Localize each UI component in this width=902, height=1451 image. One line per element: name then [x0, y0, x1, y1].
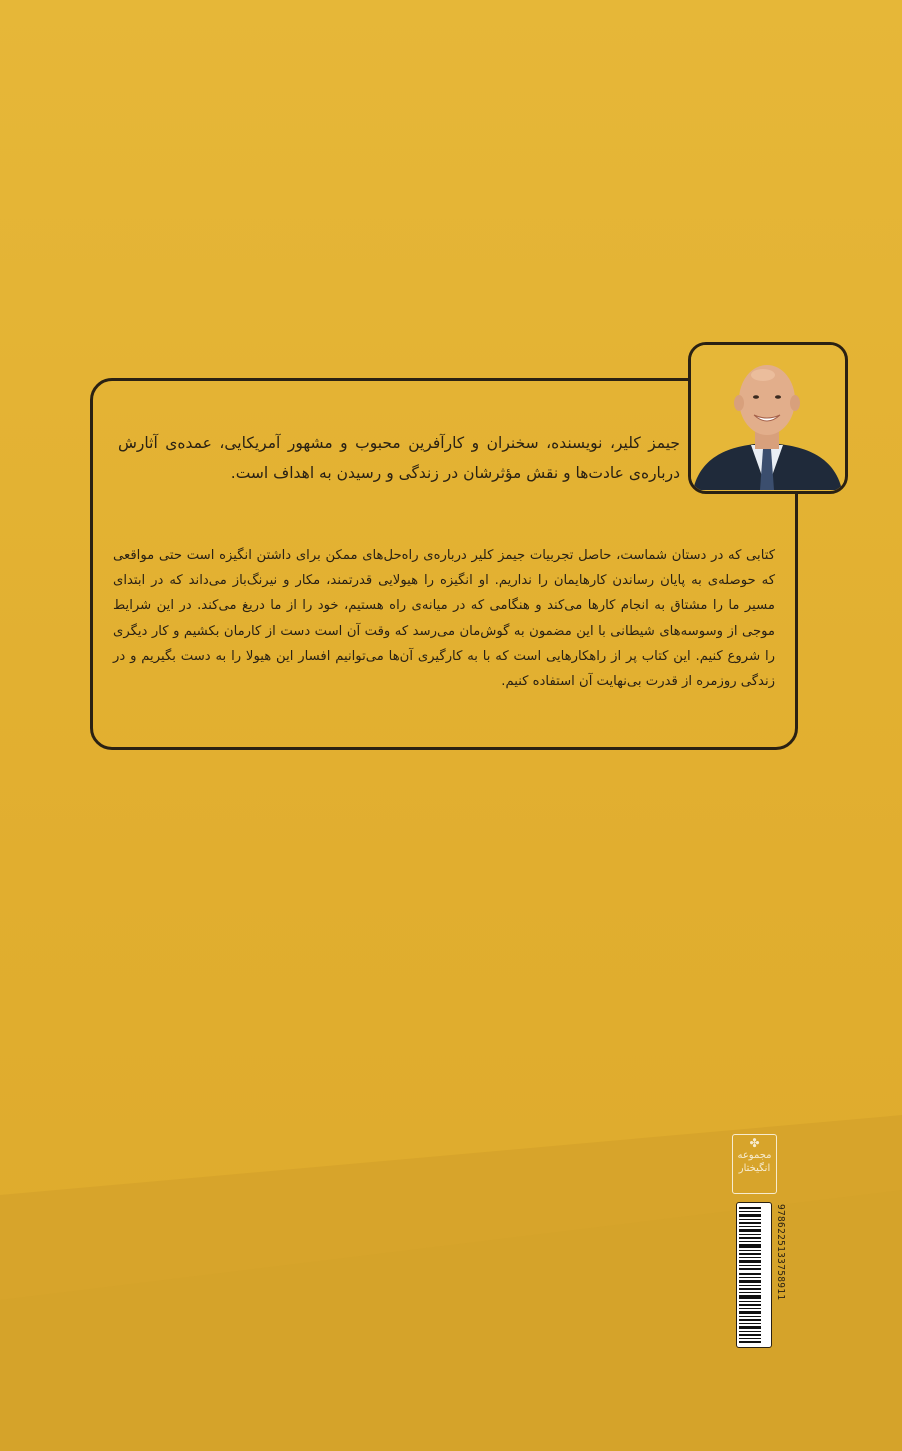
series-line-1: مجموعه — [737, 1150, 772, 1161]
series-logo-mark-icon: ✤ — [749, 1136, 760, 1150]
barcode-bars-icon — [739, 1207, 761, 1343]
series-logo — [732, 1134, 777, 1194]
isbn-number — [775, 1204, 787, 1346]
author-photo — [688, 342, 848, 494]
isbn-digits: 9786225133758911 — [775, 1204, 786, 1301]
author-bio: جیمز کلیر، نویسنده، سخنران و کارآفرین محبوب و مشهور آمریکایی، عمده‌ی آثارش درباره‌ی عادت‌ها و نقش مؤثرشان در زندگی و رسیدن به اهداف است. — [118, 434, 680, 482]
author-portrait-image — [691, 345, 844, 490]
series-line-2: انگیختار — [738, 1163, 771, 1174]
book-description: کتابی که در دستان شماست، حاصل تجربیات جیمز کلیر درباره‌ی راه‌حل‌های ممکن برای داشتن انگیزه است حتی مواقعی که حوصله‌ی به پایان رساندن کارهایمان را نداریم. او انگیزه را هیولایی قدرتمند، مکار و نیرنگ‌باز می‌داند که در ابتدای مسیر ما را مشتاق به انجام کارها می‌کند و هنگامی که در میانه‌ی راه هستیم، خود را از ما دریغ می‌کند. در این شرایط موجی از وسوسه‌های شیطانی با این مضمون به گوش‌مان می‌رسد که وقت آن است دست از کارمان بکشیم و کار دیگری را شروع کنیم. این کتاب پر از راهکارهایی است که با به کارگیری آن‌ها می‌توانیم افسار این هیولا را به دست بگیریم و در زندگی روزمره از قدرت بی‌نهایت آن استفاده کنیم. — [113, 548, 775, 690]
barcode — [736, 1202, 772, 1348]
